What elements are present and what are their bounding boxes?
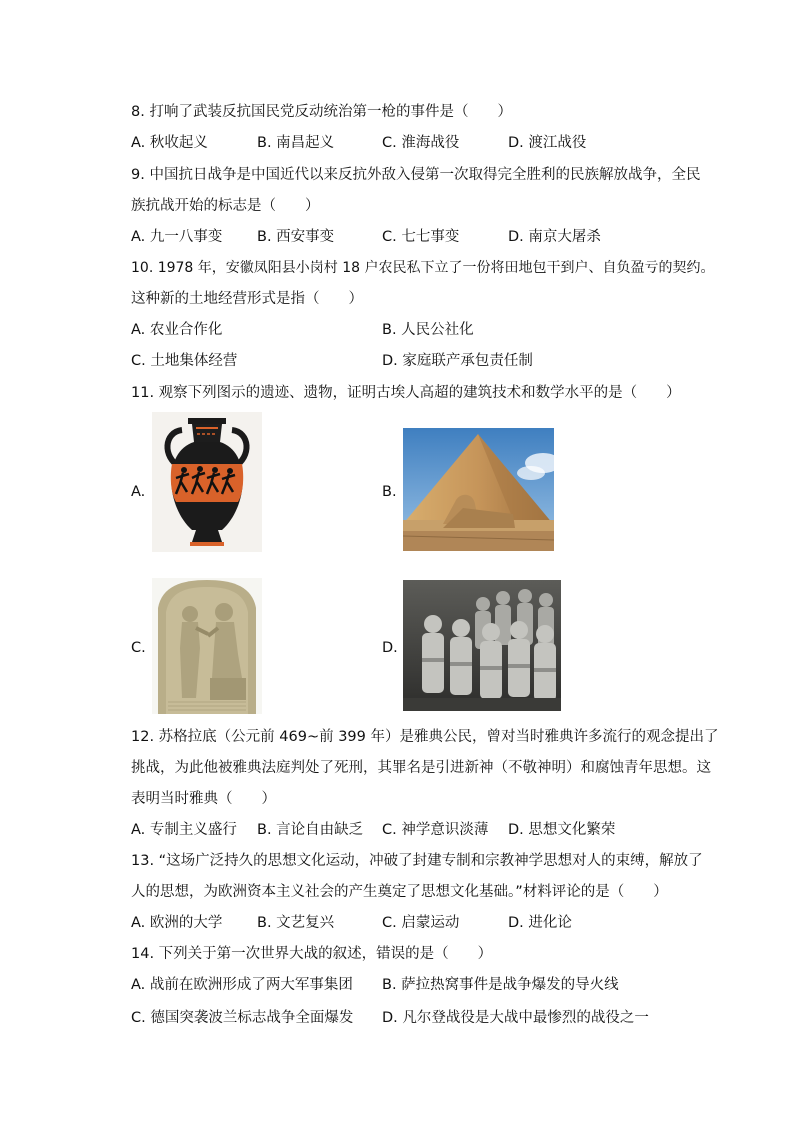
q10-stem-line1: 10. 1978 年，安徽凤阳县小岗村 18 户农民私下立了一份将田地包干到户、自负盈亏的契约。 [131, 260, 715, 276]
q10-option-a: A. 农业合作化 [131, 322, 223, 338]
q8-option-b: B. 南昌起义 [257, 135, 335, 151]
q13-option-c: C. 启蒙运动 [382, 915, 460, 931]
q10-option-b: B. 人民公社化 [382, 322, 474, 338]
q14-stem: 14. 下列关于第一次世界大战的叙述，错误的是（ ） [131, 946, 493, 962]
q10-option-c: C. 土地集体经营 [131, 353, 238, 369]
q12-stem-line3: 表明当时雅典（ ） [131, 791, 276, 807]
q8-option-d: D. 渡江战役 [508, 135, 587, 151]
q14-option-d: D. 凡尔登战役是大战中最惨烈的战役之一 [382, 1010, 649, 1026]
q12-option-d: D. 思想文化繁荣 [508, 822, 616, 838]
q14-option-b: B. 萨拉热窝事件是战争爆发的导火线 [382, 977, 619, 993]
q8-option-a: A. 秋收起义 [131, 135, 208, 151]
q12-option-a: A. 专制主义盛行 [131, 822, 237, 838]
q9-stem-line2: 族抗战开始的标志是（ ） [131, 198, 320, 214]
q13-option-b: B. 文艺复兴 [257, 915, 335, 931]
q11-label-a: A. [131, 484, 146, 500]
q9-option-c: C. 七七事变 [382, 229, 460, 245]
hammurabi-stele-image [152, 578, 262, 714]
q13-stem-line2: 人的思想，为欧洲资本主义社会的产生奠定了思想文化基础。”材料评论的是（ ） [131, 884, 668, 900]
q10-stem-line2: 这种新的土地经营形式是指（ ） [131, 291, 363, 307]
q8-option-c: C. 淮海战役 [382, 135, 460, 151]
q11-label-d: D. [382, 640, 398, 656]
q9-stem-line1: 9. 中国抗日战争是中国近代以来反抗外敌入侵第一次取得完全胜利的民族解放战争，全民 [131, 167, 701, 183]
pyramid-sphinx-image [403, 428, 554, 551]
q12-stem-line1: 12. 苏格拉底（公元前 469~前 399 年）是雅典公民，曾对当时雅典许多流行的观念提出了 [131, 729, 719, 745]
greek-amphora-image [152, 412, 262, 552]
q14-option-a: A. 战前在欧洲形成了两大军事集团 [131, 977, 353, 993]
q9-option-a: A. 九一八事变 [131, 229, 223, 245]
q9-option-b: B. 西安事变 [257, 229, 335, 245]
q11-stem: 11. 观察下列图示的遗迹、遗物，证明古埃人高超的建筑技术和数学水平的是（ ） [131, 385, 681, 401]
q12-option-c: C. 神学意识淡薄 [382, 822, 489, 838]
q13-option-d: D. 进化论 [508, 915, 572, 931]
q11-label-b: B. [382, 484, 397, 500]
q9-option-d: D. 南京大屠杀 [508, 229, 601, 245]
q10-option-d: D. 家庭联产承包责任制 [382, 353, 533, 369]
q13-option-a: A. 欧洲的大学 [131, 915, 223, 931]
q11-label-c: C. [131, 640, 146, 656]
q12-stem-line2: 挑战，为此他被雅典法庭判处了死刑，其罪名是引进新神（不敬神明）和腐蚀青年思想。这 [131, 760, 711, 776]
q14-option-c: C. 德国突袭波兰标志战争全面爆发 [131, 1010, 354, 1026]
q12-option-b: B. 言论自由缺乏 [257, 822, 364, 838]
terracotta-army-image [403, 580, 561, 711]
q13-stem-line1: 13. “这场广泛持久的思想文化运动，冲破了封建专制和宗教神学思想对人的束缚，解放了 [131, 853, 703, 869]
q8-stem: 8. 打响了武装反抗国民党反动统治第一枪的事件是（ ） [131, 104, 512, 120]
